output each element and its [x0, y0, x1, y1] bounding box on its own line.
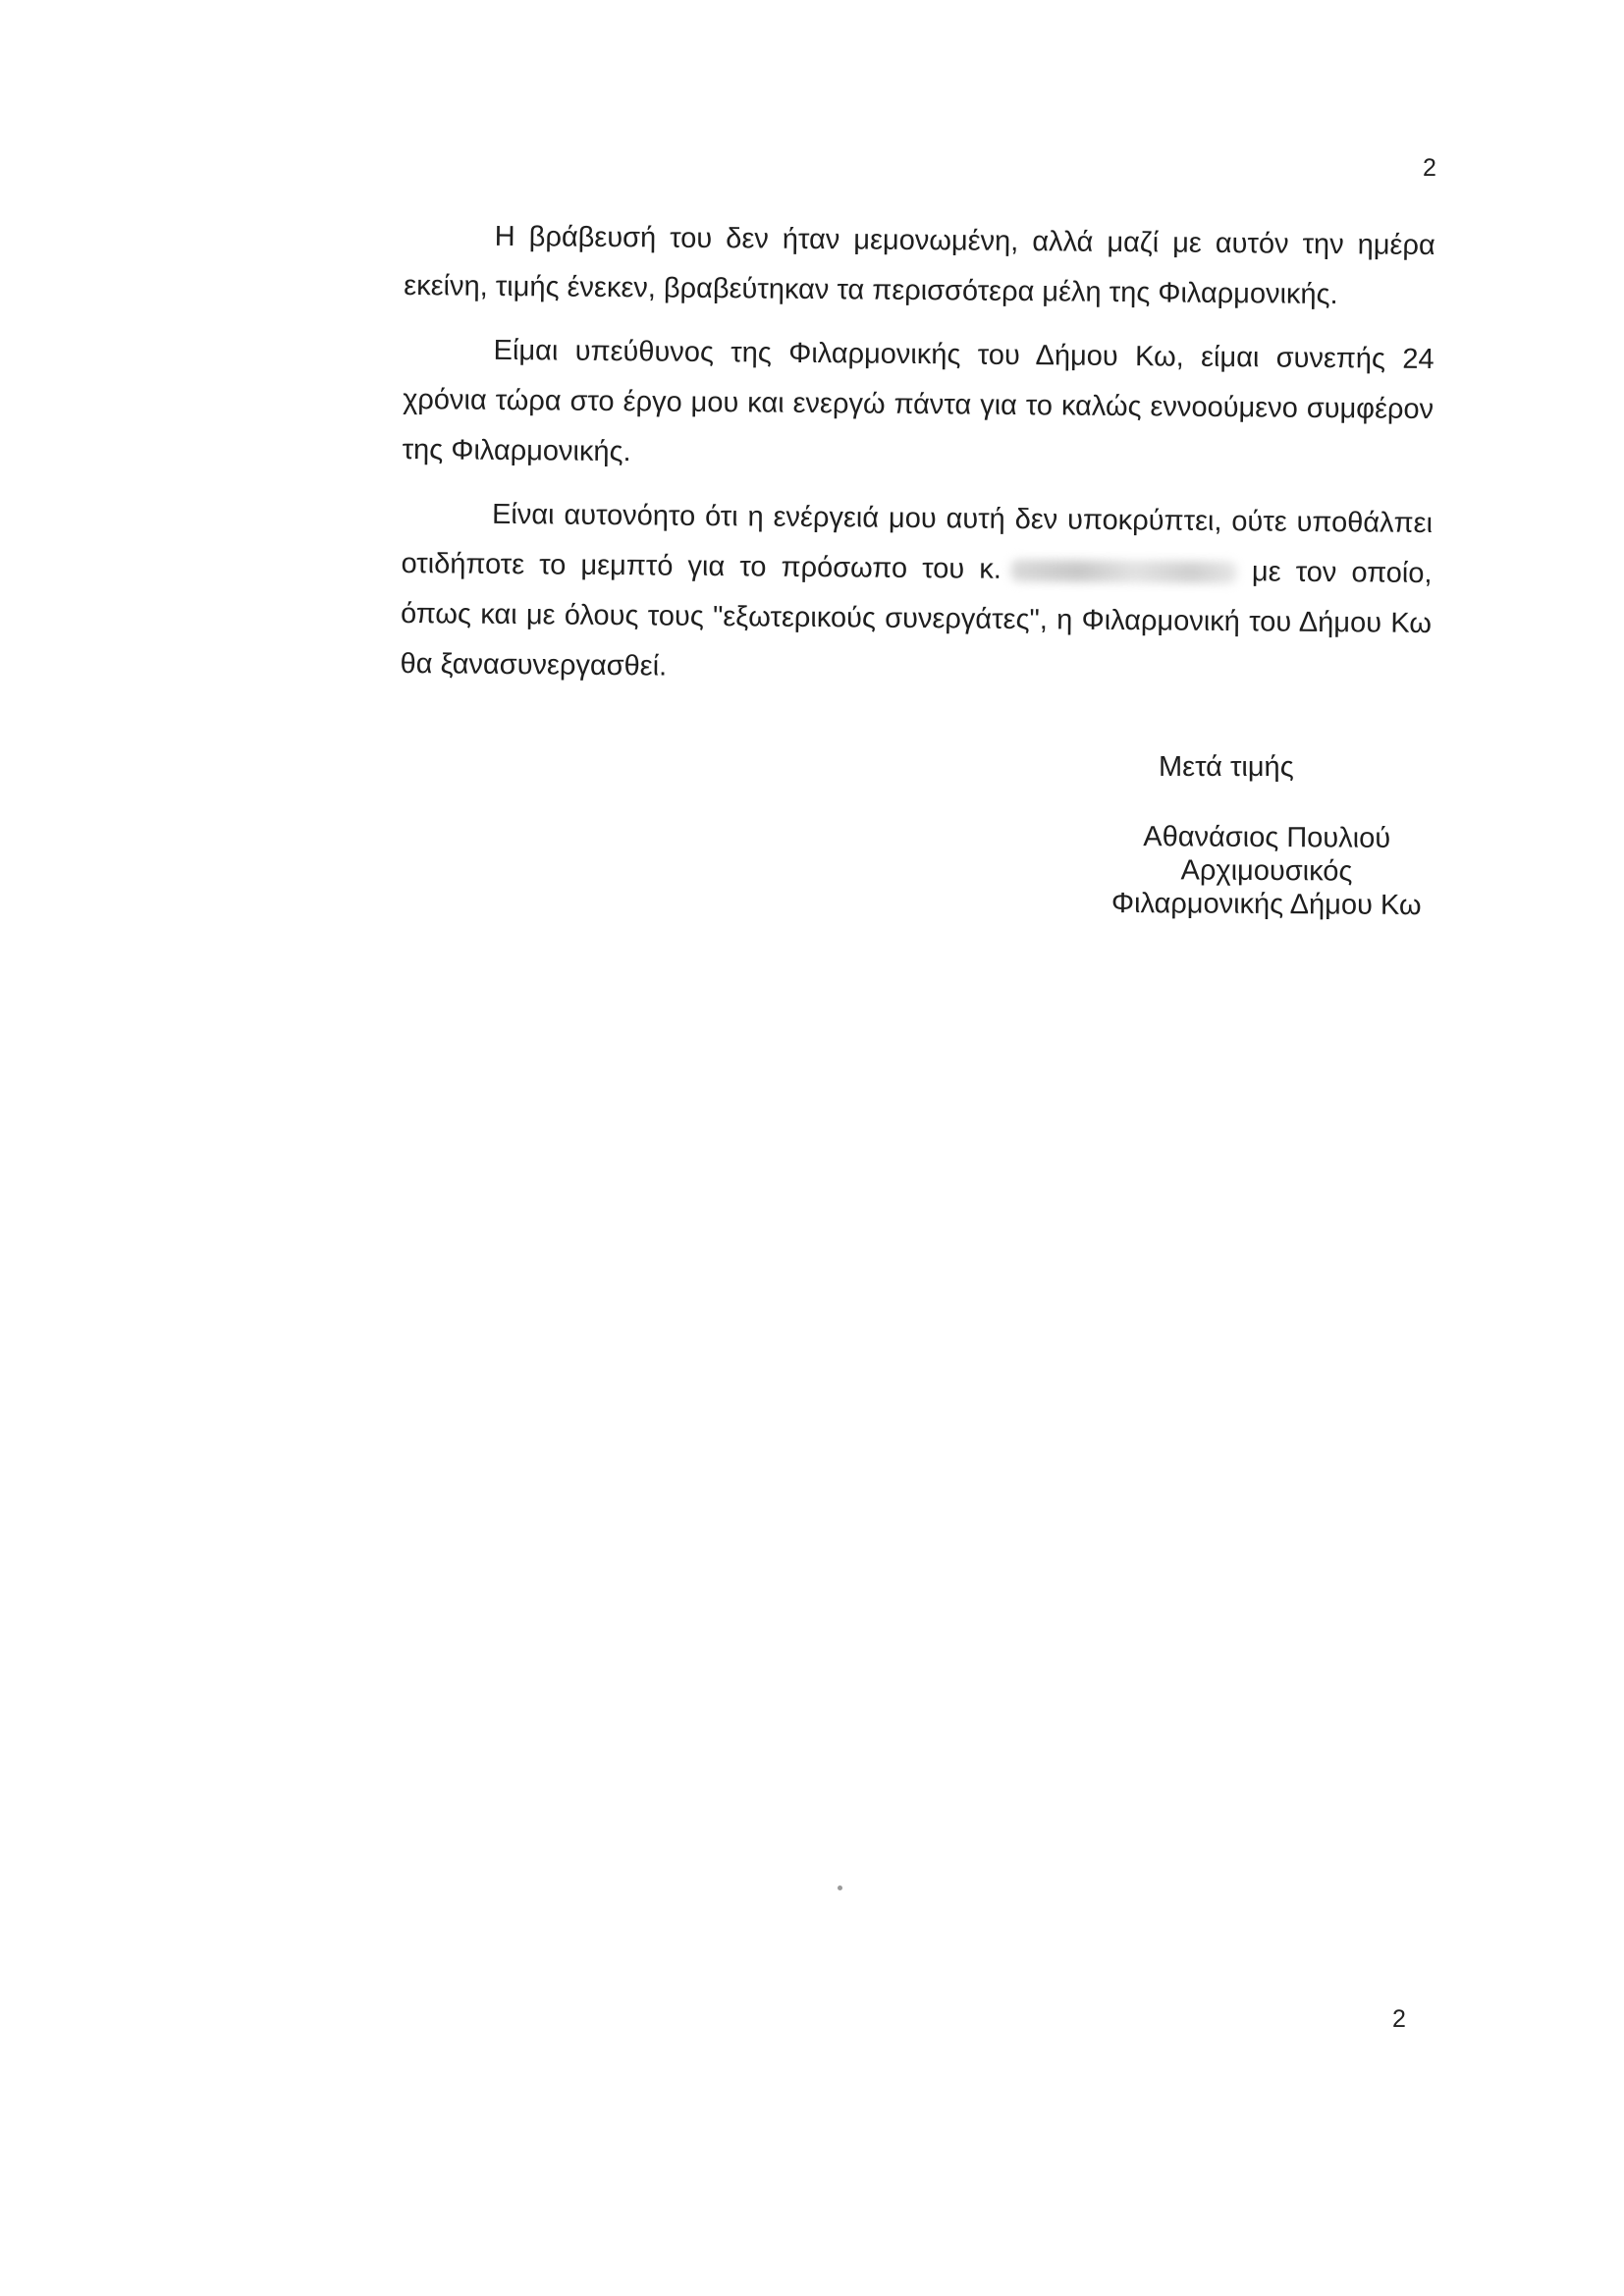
scan-speck — [838, 1886, 842, 1890]
redacted-name — [1011, 560, 1237, 583]
closing-salutation: Μετά τιμής — [1159, 751, 1294, 783]
page-number-bottom: 2 — [1392, 2005, 1406, 2033]
page-number-top: 2 — [1423, 154, 1436, 182]
paragraph-clarification-start: Είναι αυτονόητο ότι η ενέργειά μου αυτή δεν υποκρύπτει, ούτε υποθάλπει οτιδήποτε το μεμπτό για το πρόσωπο του κ. — [401, 498, 1434, 585]
letter-body — [400, 211, 1435, 713]
signatory-organization: Φιλαρμονικής Δήμου Κω — [1110, 887, 1422, 922]
paragraph-award: Η βράβευσή του δεν ήταν μεμονωμένη, αλλά μαζί με αυτόν την ημέρα εκείνη, τιμής ένεκεν, βραβεύτηκαν τα περισσότερα μέλη της Φιλαρμονικής. — [404, 220, 1435, 311]
signature-block — [1100, 820, 1435, 922]
paragraph-clarification — [400, 489, 1433, 699]
paragraph-clarification-end: με τον οποίο, όπως και με όλους τους "εξωτερικούς συνεργάτες", η Φιλαρμονική του Δήμου Κω θα ξανασυνεργασθεί. — [400, 556, 1433, 683]
signatory-name: Αθανάσιος Πουλιού — [1143, 821, 1391, 854]
signatory-title: Αρχιμουσικός — [1180, 854, 1353, 888]
paragraph-responsibility: Είμαι υπεύθυνος της Φιλαρμονικής του Δήμου Κω, είμαι συνεπής 24 χρόνια τώρα στο έργο μου και ενεργώ πάντα για το καλώς εννοούμενο συμφέρον της Φιλαρμονικής. — [402, 334, 1435, 468]
